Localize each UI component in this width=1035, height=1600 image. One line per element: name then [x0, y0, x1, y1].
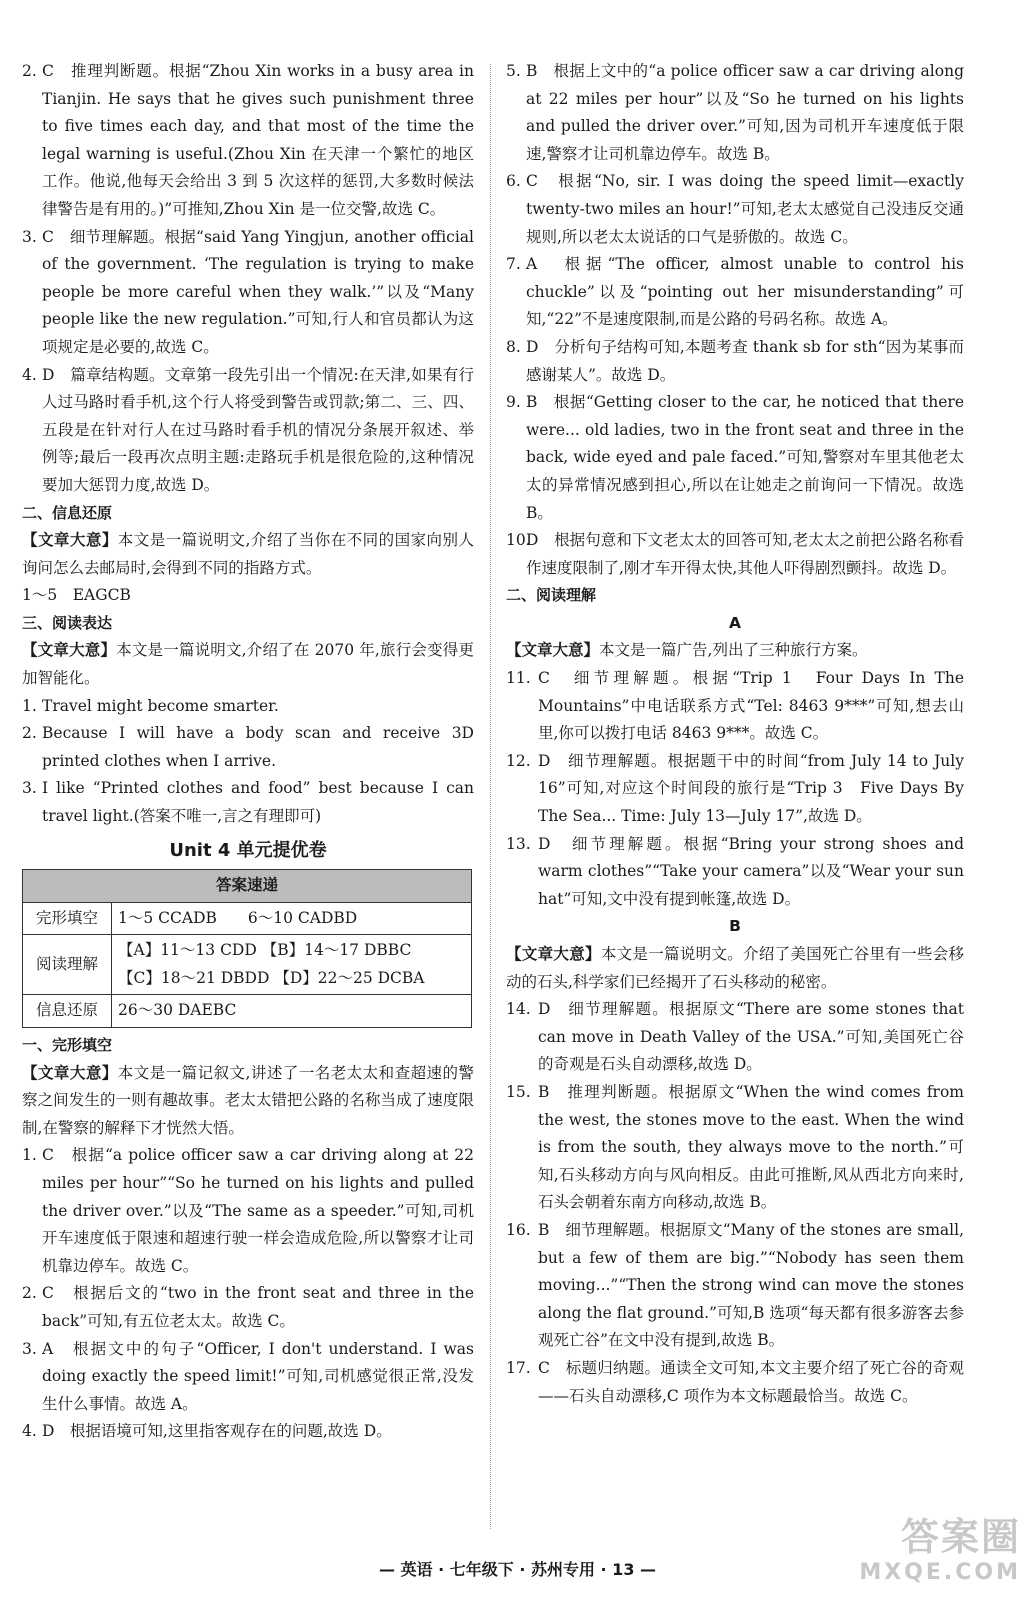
- table-row-value: 【A】11～13 CDD 【B】14～17 DBBC 【C】18～21 DBDD 【D】22～25 DCBA: [112, 935, 472, 995]
- item-text: B 细节理解题。根据原文“Many of the stones are small, but a few of them are big.”“Nobody has seen them moving...”“Then the strong wind can move the stones along the flat ground.”可知,B 选项“每天都有很多游客去参观死亡谷”在文中没有提到,故选 B。: [538, 1220, 964, 1350]
- item-number: 4.: [22, 365, 37, 384]
- item-number: 1.: [22, 696, 37, 715]
- watermark-logo: [811, 1514, 1021, 1594]
- list-item: [506, 251, 964, 334]
- item-text: B 根据“Getting closer to the car, he noticed that there were... old ladies, two in the front seat and three in the back, wide eyed and pale faced.”可知,警察对车里其他老太太的异常情况感到担心,所以在让她走之前询问一下情况。故选 B。: [526, 393, 964, 522]
- item-text: D 篇章结构题。文章第一段先引出一个情况:在天津,如果有行人过马路时看手机,这个行人将受到警告或罚款;第二、三、四、五段是在针对行人在过马路时看手机的情况分条展开叙述、举例等;最后一段再次点明主题:走路玩手机是很危险的,这种情况要加大惩罚力度,故选 D。: [42, 365, 474, 494]
- list-item: [22, 693, 474, 721]
- item-number: 7.: [506, 255, 521, 274]
- section-heading-reading: 二、阅读理解: [506, 586, 597, 605]
- list-item: [506, 1355, 964, 1410]
- list-item: [506, 996, 964, 1079]
- list-item: [506, 389, 964, 527]
- item-number: 4.: [22, 1422, 37, 1441]
- list-item: [22, 58, 474, 224]
- item-number: 3.: [22, 227, 37, 246]
- list-item: [22, 1142, 474, 1280]
- list-item: [22, 362, 474, 500]
- item-number: 9.: [506, 393, 521, 412]
- expression-answer-list: [22, 693, 474, 831]
- watermark-text: 答案圈: [900, 1515, 1021, 1559]
- table-row-label: 阅读理解: [23, 935, 112, 995]
- section-heading-cloze: 一、完形填空: [22, 1036, 113, 1054]
- table-row: [23, 995, 472, 1028]
- summary-passage-b: [506, 941, 964, 996]
- item-text: D 根据语境可知,这里指客观存在的问题,故选 D。: [42, 1422, 392, 1441]
- item-number: 2.: [22, 724, 37, 743]
- item-text: C 标题归纳题。通读全文可知,本文主要介绍了死亡谷的奇观——石头自动漂移,C 项作为本文标题最恰当。故选 C。: [538, 1358, 964, 1405]
- list-item: [506, 168, 964, 251]
- answer-list-right-top: [506, 58, 964, 582]
- table-row: [23, 902, 472, 935]
- unit-title: Unit 4 单元提优卷: [169, 839, 327, 861]
- item-text: D 细节理解题。根据“Bring your strong shoes and warm clothes”“Take your camera”以及“Wear your sun hat”可知,文中没有提到帐篷,故选 D。: [538, 834, 964, 908]
- info-restore-answers: 1～5 EAGCB: [22, 586, 131, 605]
- list-item: [22, 1280, 474, 1335]
- summary-text: 本文是一篇说明文,介绍了当你在不同的国家向别人询问怎么去邮局时,会得到不同的指路方式。: [22, 531, 474, 577]
- item-text: D 细节理解题。根据题干中的时间“from July 14 to July 16”可知,对应这个时间段的旅行是“Trip 3 Five Days By The Sea... Time: July 13—July 17”,故选 D。: [538, 751, 964, 826]
- list-item: [506, 748, 964, 831]
- answer-table: [22, 869, 472, 1028]
- summary-text: 本文是一篇记叙文,讲述了一名老太太和查超速的警察之间发生的一则有趣故事。老太太错把公路的名称当成了速度限制,在警察的解释下才恍然大悟。: [22, 1063, 474, 1137]
- summary-tag: 【文章大意】: [22, 641, 117, 660]
- item-number: 12.: [506, 751, 531, 770]
- item-text: C 细节理解题。根据“Trip 1 Four Days In The Mountains”中电话联系方式“Tel: 8463 9***”可知,想去山里,你可以拨打电话 8463 9***。故选 C。: [538, 669, 964, 743]
- summary-tag: 【文章大意】: [22, 531, 118, 550]
- table-row-value: 1～5 CCADB 6～10 CADBD: [112, 902, 472, 935]
- item-number: 15.: [506, 1082, 531, 1101]
- item-number: 16.: [506, 1220, 531, 1239]
- list-item: [506, 527, 964, 582]
- item-text: D 根据句意和下文老太太的回答可知,老太太之前把公路名称看作速度限制了,刚才车开得太快,其他人吓得剧烈颤抖。故选 D。: [526, 531, 964, 577]
- item-number: 17.: [506, 1358, 531, 1377]
- item-text: Because I will have a body scan and receive 3D printed clothes when I arrive.: [42, 724, 474, 770]
- summary-reading-expression: [22, 637, 474, 692]
- item-text: C 根据“No, sir. I was doing the speed limit—exactly twenty-two miles an hour!”可知,老太太感觉自己没违反交通规则,所以老太太说话的口气是骄傲的。故选 C。: [526, 172, 964, 246]
- summary-tag: 【文章大意】: [506, 641, 600, 660]
- item-text: C 根据“a police officer saw a car driving along at 22 miles per hour”“So he turned on his lights and pulled the driver over.”以及“The same as a speeder.”可知,司机开车速度低于限速和超速行驶一样会造成危险,所以警察才让司机靠边停车。故选 C。: [42, 1146, 474, 1275]
- summary-text: 本文是一篇说明文,介绍了在 2070 年,旅行会变得更加智能化。: [22, 641, 474, 688]
- item-number: 10.: [506, 531, 531, 550]
- item-text: C 细节理解题。根据“said Yang Yingjun, another official of the government. ‘The regulation is trying to make people be more careful when they walk.’”以及“Many people like the new regulation.”可知,行人和官员都认为这项规定是必要的,故选 C。: [42, 227, 474, 356]
- item-text: B 推理判断题。根据原文“When the wind comes from the west, the stones move to the east. When the wind is from the south, they always move to the north.”可知,石头移动方向与风向相反。由此可推断,风从西北方向来时,石头会朝着东南方向移动,故选 B。: [538, 1082, 964, 1212]
- passage-label-b: B: [729, 917, 741, 936]
- section-heading-reading-expression: 三、阅读表达: [22, 613, 113, 632]
- summary-passage-a: [506, 637, 964, 665]
- list-item: [506, 1217, 964, 1355]
- summary-info-restore: [22, 527, 474, 582]
- list-item: [506, 1079, 964, 1217]
- item-text: C 推理判断题。根据“Zhou Xin works in a busy area in Tianjin. He says that he gives such punishment three to five times each day, and that most of the time the legal warning is useful.(Zhou Xin 在天津一个繁忙的地区工作。他说,他每天会给出 3 到 5 次这样的惩罚,大多数时候法律警告是有用的。)”可推知,Zhou Xin 是一位交警,故选 C。: [42, 62, 474, 218]
- list-item: [506, 665, 964, 748]
- item-number: 13.: [506, 834, 531, 853]
- item-number: 1.: [22, 1146, 37, 1165]
- item-number: 2.: [22, 1284, 37, 1303]
- item-number: 11.: [506, 669, 531, 688]
- item-text: C 根据后文的“two in the front seat and three in the back”可知,有五位老太太。故选 C。: [42, 1284, 474, 1330]
- summary-tag: 【文章大意】: [506, 945, 601, 963]
- table-row-value: 26～30 DAEBC: [112, 995, 472, 1028]
- item-number: 3.: [22, 1339, 37, 1358]
- table-row-label: 信息还原: [23, 995, 112, 1028]
- list-item: [22, 775, 474, 830]
- list-item: [506, 334, 964, 389]
- list-item: [22, 720, 474, 775]
- item-text: A 根据“The officer, almost unable to control his chuckle”以及“pointing out her misunderstanding”可知,“22”不是速度限制,而是公路的号码名称。故选 A。: [526, 255, 964, 329]
- list-item: [506, 831, 964, 914]
- item-text: D 细节理解题。根据原文“There are some stones that can move in Death Valley of the USA.”可知,美国死亡谷的奇观是石头自动漂移,故选 D。: [538, 1000, 964, 1074]
- item-text: D 分析句子结构可知,本题考查 thank sb for sth“因为某事而感谢某人”。故选 D。: [526, 337, 964, 384]
- item-text: A 根据文中的句子“Officer, I don't understand. I was doing exactly the speed limit!”可知,司机感觉很正常,没发生什么事情。故选 A。: [42, 1339, 474, 1413]
- section-heading-info-restore: 二、信息还原: [22, 503, 113, 522]
- item-number: 14.: [506, 1000, 531, 1019]
- list-item: [22, 224, 474, 362]
- page-footer: — 英语 · 七年级下 · 苏州专用 · 13 —: [378, 1560, 657, 1579]
- item-number: 3.: [22, 779, 37, 798]
- answer-list-top: [22, 58, 474, 500]
- summary-cloze: [22, 1060, 474, 1143]
- item-text: B 根据上文中的“a police officer saw a car driving along at 22 miles per hour”以及“So he turned on his lights and pulled the driver over.”可知,因为司机开车速度低于限速,警察才让司机靠边停车。故选 B。: [526, 62, 964, 163]
- table-row: [23, 935, 472, 995]
- table-row-label: 完形填空: [23, 902, 112, 935]
- summary-text: 本文是一篇说明文。介绍了美国死亡谷里有一些会移动的石头,科学家们已经揭开了石头移动的秘密。: [506, 945, 964, 991]
- left-column: [22, 58, 474, 1446]
- column-divider: [490, 64, 491, 1529]
- item-number: 2.: [22, 62, 37, 80]
- watermark-url: MXQE.COM: [859, 1560, 1021, 1585]
- item-number: 5.: [506, 62, 521, 80]
- list-item: [22, 1336, 474, 1419]
- list-item: [22, 1418, 474, 1446]
- reading-a-answer-list: [506, 665, 964, 913]
- item-number: 6.: [506, 172, 521, 191]
- summary-text: 本文是一篇广告,列出了三种旅行方案。: [599, 641, 868, 660]
- cloze-answer-list: [22, 1142, 474, 1446]
- reading-b-answer-list: [506, 996, 964, 1410]
- list-item: [506, 58, 964, 168]
- answer-table-header: 答案速递: [23, 869, 472, 902]
- summary-tag: 【文章大意】: [22, 1063, 118, 1082]
- passage-label-a: A: [729, 613, 741, 632]
- item-text: I like “Printed clothes and food” best because I can travel light.(答案不唯一,言之有理即可): [42, 779, 474, 826]
- right-column: [506, 58, 964, 1410]
- item-text: Travel might become smarter.: [42, 696, 279, 715]
- item-number: 8.: [506, 337, 521, 356]
